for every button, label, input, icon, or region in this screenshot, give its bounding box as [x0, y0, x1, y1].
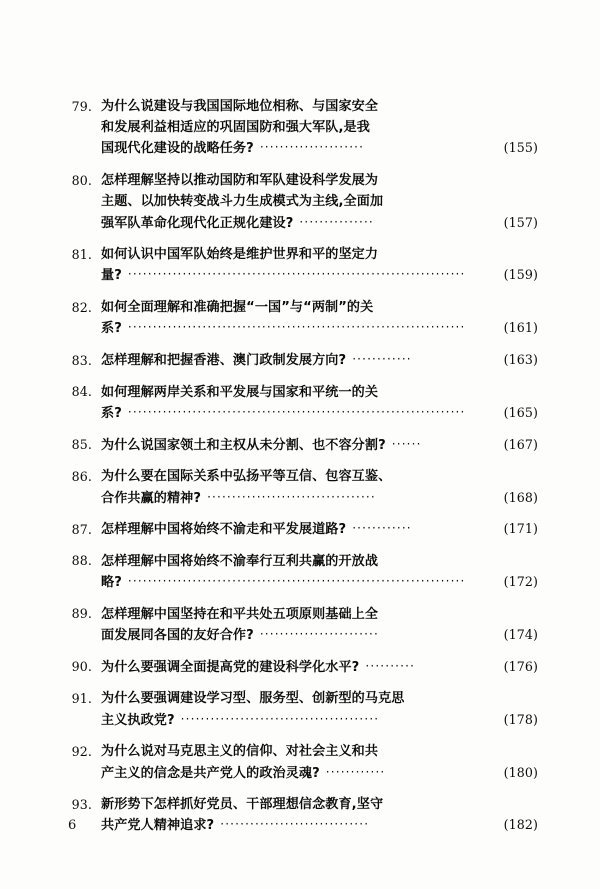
toc-entry[interactable] — [62, 170, 538, 234]
toc-entry-lastline — [101, 138, 538, 159]
toc-page-number: (157) — [503, 214, 538, 230]
toc-dot-leader: ·································· — [207, 489, 376, 504]
toc-entry-title-tail: 主义执政党? — [101, 712, 175, 728]
toc-entry-body — [92, 794, 538, 836]
toc-dot-leader: ······ — [391, 436, 422, 451]
toc-entry-number: 93 . — [62, 794, 92, 815]
toc-entry-line: 为什么说建设与我国国际地位相称、与国家安全 — [101, 99, 379, 114]
toc-entry-lastline — [101, 572, 538, 593]
toc-entry-line: 如何认识中国军队始终是维护世界和平的坚定力 — [101, 247, 379, 263]
toc-entry-line: 如何理解两岸关系和平发展与国家和平统一的关 — [101, 384, 379, 400]
toc-dot-leader: ········································ — [180, 711, 380, 726]
toc-entry-number: 79 . — [62, 96, 92, 117]
toc-entry-body — [92, 350, 538, 371]
toc-entry-title-tail: 系? — [101, 321, 122, 337]
toc-entry-number: 80 . — [62, 170, 92, 191]
toc-entry-body — [92, 741, 538, 783]
toc-dot-leader: ···································································· — [127, 574, 466, 589]
toc-entry[interactable] — [62, 96, 538, 160]
toc-entry-number: 84 . — [62, 382, 92, 403]
toc-entry-lastline — [101, 403, 538, 424]
toc-entry-body — [92, 657, 538, 678]
toc-entry-body — [92, 435, 538, 456]
toc-page-number: (163) — [503, 352, 538, 368]
toc-entry-title-tail: 共产党人精神追求? — [101, 818, 215, 834]
toc-page-number-wrap — [494, 403, 538, 424]
toc-page-number: (176) — [503, 658, 538, 674]
toc-entry-lastline — [101, 519, 538, 540]
toc-page-number: (165) — [503, 404, 538, 420]
toc-page-number: (174) — [503, 627, 538, 643]
toc-page-number-wrap — [494, 815, 538, 836]
toc-entry-lastline — [101, 435, 538, 456]
toc-entry-title-tail: 国现代化建设的战略任务? — [101, 141, 254, 157]
toc-entry-line: 和发展利益相适应的巩固国防和强大军队,是我 — [101, 120, 370, 136]
toc-entry-lastline — [101, 625, 538, 646]
toc-page-number-wrap — [494, 318, 538, 339]
toc-entry-title-tail: 略? — [101, 575, 122, 591]
toc-dot-leader: ························ — [259, 627, 379, 642]
toc-entry-body — [92, 382, 538, 424]
toc-entry-number: 88 . — [62, 551, 92, 572]
toc-entry[interactable] — [62, 297, 538, 339]
toc-entry[interactable] — [62, 688, 538, 730]
toc-page-number-wrap — [494, 488, 538, 509]
toc-entry-line: 为什么说对马克思主义的信仰、对社会主义和共 — [101, 744, 379, 760]
toc-entry-number: 86 . — [62, 466, 92, 487]
toc-entry-number: 83 . — [62, 350, 92, 371]
toc-dot-leader: ············ — [325, 764, 386, 779]
toc-entry-number: 89 . — [62, 604, 92, 625]
toc-entry-line: 主题、以加快转变战斗力生成模式为主线,全面加 — [101, 194, 384, 210]
toc-page-number: (167) — [503, 436, 538, 452]
toc-entry[interactable] — [62, 435, 538, 456]
toc-entry-title-tail: 合作共赢的精神? — [101, 490, 202, 506]
toc-entry-lastline — [101, 213, 538, 234]
toc-entry-title-tail: 怎样理解和把握香港、澳门政制发展方向? — [101, 353, 347, 369]
toc-dot-leader: ···································································· — [127, 267, 466, 282]
toc-entry-lastline — [101, 657, 538, 678]
toc-entry-title-tail: 产主义的信念是共产党人的政治灵魂? — [101, 765, 320, 781]
toc-entry[interactable] — [62, 244, 538, 286]
toc-entry-title-tail: 为什么要强调全面提高党的建设科学化水平? — [101, 659, 360, 675]
toc-page-number-wrap — [494, 435, 538, 456]
toc-page-number: (171) — [503, 521, 538, 537]
toc-entry-lastline — [101, 815, 538, 836]
toc-entry-number: 81 . — [62, 244, 92, 265]
toc-entry-title-tail: 面发展同各国的友好合作? — [101, 628, 254, 644]
toc-dot-leader: ···································································· — [127, 404, 466, 419]
toc-entry-lastline — [101, 488, 538, 509]
toc-page-number: (161) — [503, 320, 538, 336]
toc-entry-number: 92 . — [62, 741, 92, 762]
toc-entry-line: 如何全面理解和准确把握“一国”与“两制”的关 — [101, 300, 374, 316]
toc-entry-body — [92, 466, 538, 508]
toc-dot-leader: ·········· — [365, 658, 416, 673]
toc-entry[interactable] — [62, 604, 538, 646]
toc-page-number: (182) — [503, 817, 538, 833]
toc-entry-body — [92, 519, 538, 540]
toc-page-number-wrap — [494, 625, 538, 646]
toc-entry-body — [92, 604, 538, 646]
toc-entry-lastline — [101, 763, 538, 784]
toc-page-number: (168) — [503, 489, 538, 505]
toc-entry-number: 87 . — [62, 519, 92, 540]
toc-entry[interactable] — [62, 794, 538, 836]
toc-page-number-wrap — [494, 657, 538, 678]
toc-entry[interactable] — [62, 350, 538, 371]
toc-page-number-wrap — [494, 519, 538, 540]
toc-entry-line: 新形势下怎样抓好党员、干部理想信念教育,坚守 — [101, 797, 384, 813]
toc-dot-leader: ······························ — [220, 817, 370, 832]
toc-entry-body — [92, 170, 538, 234]
toc-entry[interactable] — [62, 519, 538, 540]
toc-entry-lastline — [101, 350, 538, 371]
toc-entry[interactable] — [62, 551, 538, 593]
toc-entry-lastline — [101, 710, 538, 731]
toc-dot-leader: ············ — [352, 352, 412, 367]
toc-entry-line: 怎样理解坚持以推动国防和军队建设科学发展为 — [101, 173, 379, 189]
toc-entry-title-tail: 量? — [101, 268, 122, 284]
toc-entry[interactable] — [62, 466, 538, 508]
toc-page-number-wrap — [494, 763, 538, 784]
toc-dot-leader: ··············· — [299, 214, 374, 229]
toc-entry-body — [92, 551, 538, 593]
toc-dot-leader: ···································································· — [127, 320, 466, 335]
toc-page-number-wrap — [494, 213, 538, 234]
toc-entry-body — [92, 244, 538, 286]
toc-page-number: (172) — [503, 574, 538, 590]
toc-entry-line: 为什么要强调建设学习型、服务型、创新型的马克思 — [101, 691, 405, 707]
toc-entry-body — [92, 688, 538, 730]
toc-dot-leader: ············ — [352, 521, 412, 536]
toc-entry-line: 为什么要在国际关系中弘扬平等互信、包容互鉴、 — [101, 469, 392, 485]
toc-dot-leader: ····················· — [259, 140, 365, 155]
toc-entry-number: 85 . — [62, 435, 92, 456]
toc-entry-body — [92, 297, 538, 339]
toc-entry[interactable] — [62, 657, 538, 678]
toc-page-number-wrap — [494, 350, 538, 371]
toc-page-number: (155) — [503, 140, 538, 156]
toc-entry-line: 怎样理解中国将始终不渝奉行互利共赢的开放战 — [101, 553, 379, 569]
toc-entry-title-tail: 强军队革命化现代化正规化建设? — [101, 215, 294, 231]
toc-page-number-wrap — [494, 138, 538, 159]
toc-page-number: (178) — [503, 711, 538, 727]
toc-entry-title-tail: 系? — [101, 405, 122, 421]
toc-entry-title-tail: 怎样理解中国将始终不渝走和平发展道路? — [101, 522, 347, 538]
page-folio: 6 — [68, 818, 77, 833]
toc-entry[interactable] — [62, 741, 538, 783]
toc-entry-number: 91 . — [62, 688, 92, 709]
toc-page-number: (159) — [503, 267, 538, 283]
toc-entry-lastline — [101, 265, 538, 286]
toc-page-number-wrap — [494, 265, 538, 286]
toc-entry-title-tail: 为什么说国家领土和主权从未分割、也不容分割? — [101, 437, 386, 453]
toc-entry[interactable] — [62, 382, 538, 424]
toc-entry-number: 82 . — [62, 297, 92, 318]
toc-entry-number: 90 . — [62, 657, 92, 678]
toc-entry-line: 怎样理解中国坚持在和平共处五项原则基础上全 — [101, 606, 379, 622]
toc-page-number: (180) — [503, 764, 538, 780]
toc-page-number-wrap — [494, 710, 538, 731]
toc-entry-body — [92, 96, 538, 160]
toc-list — [62, 96, 538, 837]
toc-entry-lastline — [101, 318, 538, 339]
toc-page-number-wrap — [494, 572, 538, 593]
